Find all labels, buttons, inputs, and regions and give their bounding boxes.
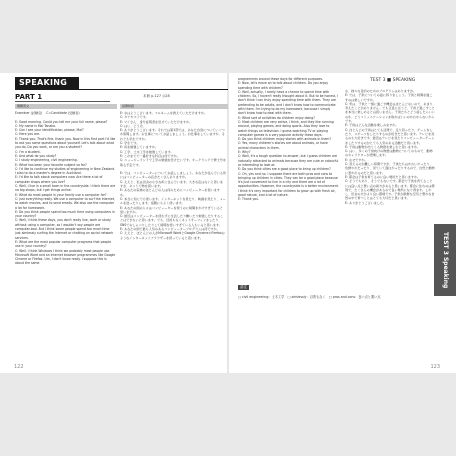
section-title: SPEAKING xyxy=(15,77,79,89)
japanese-column-header: 設問和訳 xyxy=(120,104,228,109)
english-column-header: 問題英文 xyxy=(15,104,117,109)
japanese-translation: E: おはようございます。フルネームを教えていただけますか。 C: タナカマイです。 E: マイさん、身分証明書を見せていただけますか。 C: はい、どうぞ。 E: ありがとうございます。それでは第1部では、あなた自身についていくつか質問します。お仕事についてお話しましょう。お仕事をしていますか、それとも学生ですか。 C: 学生です。 E: 何を勉強していますか。 C: 工学、土木工学を勉強しています。 E: これまでで一番好きな科目は何ですか。 C: ニュージーランドで工学の勉強を続けたいです。オークランドで修士号を取る予定です。 E: では、コンピューターについてお話ししましょう。あなたが住んでいる所にはコンピューターの店がたくさんありますか。 C: ええと、私は田舎の小さな町に住んでいます。大きな店はないと思いますが、ネットで物を買います。 E: あなたの家族のほとんどの人は何のためにコンピューターを使いますか。 C: 本当に何にでも使います。インターネットを見たり、映画を見たり、メールを送ったりします。宿題にもよく使います。 E: あなたの国の人々はコンピューターを使うのに時間をかけすぎていると思いますか。 C: 最近はコンピューターを使わずに生活したり働いたり勉強したりすることはできないと思います。でも、目的もなくネットサーフィンをしたり、SNSでおしゃべりしたりして時間を使いすぎている人もいると思います。 E: あなたの国で最も人気のあるコンピュータープログラムは何ですか。 C: ええと、ほとんどの人がMicrosoft WordとGoogle ChromeやFirefoxのようなインターネットブラウザーを使っていると思います。 xyxy=(120,111,227,240)
page-number: 123 xyxy=(430,364,440,370)
side-index-label: TEST 3 Speaking xyxy=(442,231,449,289)
part-title: PART 1 xyxy=(15,93,43,101)
right-page xyxy=(0,73,456,373)
running-head: TEST 3 ■ SPEAKING xyxy=(370,78,416,83)
answer-reference: 本冊 p.127 ◎28 xyxy=(143,94,170,98)
page-number: 122 xyxy=(14,364,24,370)
english-transcript: Examiner (試験官) C=Candidate (受験者) E: Good morning. Could you tell me your full name, please? C: My name is Mai Tanaka. E: Can I see your identification, please, Mai? C: Here you are. E: Thank you. That's fine, thank you. Now in this first part I'd like to ask you some questions about yourself. Let's talk about what you do. Do you work, or are you a student? C: I'm a student. E: And what do you study? C: I study engineering, civil engineering. E: What has been your favorite subject so far? C: I'd like to continue my studies of engineering in New Zealand. I plan to do a master's degree in Auckland. E: I'd like to talk about computers now. Are there a lot of computer shops where you live? C: Well, I live in a small town in the countryside. I think there are no big shops, but I get things online. E: What do most people in your family use a computer for? C: Just everything really. We use a computer to surf the Internet, to watch movies, and to send emails. We also use the computer a lot for homework. E: Do you think people spend too much time using computers in your country? C: Well, I think these days, you don't really live, work or study without using a computer, so I wouldn't say people are computer-bad. But I think some people spend too much time just aimlessly surfing the Internet or chatting on social network services. E: What are the most popular computer programs that people use in your country? C: Well, I think Windows I think we probably most people use Microsoft Word and an Internet browser programmes like Google Chrome or Firefox. Um, I don't know really. I suppose this is about the same xyxy=(15,111,116,266)
vocab-list: □ civil engineering：土木工学 □ aimlessly：目的もなく □ pros and cons：良い点と悪い点 xyxy=(238,295,381,299)
vocab-label: 語注 xyxy=(240,285,247,289)
english-transcript: programmes around these days for different purposes. E: Now, let's move on to talk about children. Do you enjoy spending time with children? C: Well, actually, I rarely have a chance to spend time with children. So, I haven't really thought about it. But to be honest, I don't think I can truly enjoy spending time with them. They are pretending to be adults, and I don't know how to communicate with them. I'm trying to do my homework, because I simply don't know how to deal with them. E: What sort of activities do children enjoy doing? C: Most children are very active, I think, and they like running around, playing games, and doing sports. Also they love to watch things on television. I guess watching TV or playing computer games is a very popular activity these days. E: Do you think children enjoy stories with animals in them? C: Yes, many children's stories are about animals, or have animal characters in them. E: Why? C: Well, it's a tough question to answer, but I guess children are naturally attracted to animals because they are cute or colourful or interesting to look at. E: Do you think cities are a good place to bring up children? C: Oh, yes and no. I suppose there are both pros and cons to bringing up children in cities. They can be a good place because it's just convenient to live in a city and there are a lot of opportunities. However, the countryside is a better environment. I think it's very important for children to grow up with fresh air, good nature, and a lot of nature. E: Thank you. xyxy=(238,77,339,202)
japanese-translation: な、様々な目的のためのプログラムはありますが。 E: では、子供についての話に移りましょう。子供と時間を過ごすのは楽しいですか。 C: 実は、子供と一緒に過ごす機会はほとんどないので、あまり考えたことがありません。でも正直に言うと、子供と過ごすことを本当に楽しめるとは思いません。子供たちとどう接したらいいのか、どうコミュニケーションを取ればいいのかわからないからです。 E: 子供はどんな活動を楽しみますか。 C: ほとんどの子供はとても活発で、走り回ったり、ゲームをしたり、スポーツをしたりするのが好きだと思います。テレビを見るのも大好きです。最近はテレビを見たりコンピューターゲームをしたりするのがとても人気のある活動だと思います。 E: 子供は動物が出てくる物語を楽しむと思いますか。 C: はい、多くの子供向けの物語は動物についてのもので、動物のキャラクターが登場します。 E: なぜですか。 C: 答えるのが難しい質問ですが、子供たちはかわいかったり、色鮮やかだったり、見ていて面白かったりするので、自然と動物に惹かれるのだと思います。 E: 都会は子供を育てるのに良い場所だと思いますか。 C: そうでもあり、そうでもないです。都会で子供を育てることには良い点と悪い点の両方があると思います。都会に住むのは便利で、たくさんの機会があるので良い場所になり得ます。しかし、田舎の方がより良い環境です。子供が新鮮な空気と豊かな自然の中で育つことはとても大切だと思います。 E: ありがとうございました。 xyxy=(345,89,435,205)
